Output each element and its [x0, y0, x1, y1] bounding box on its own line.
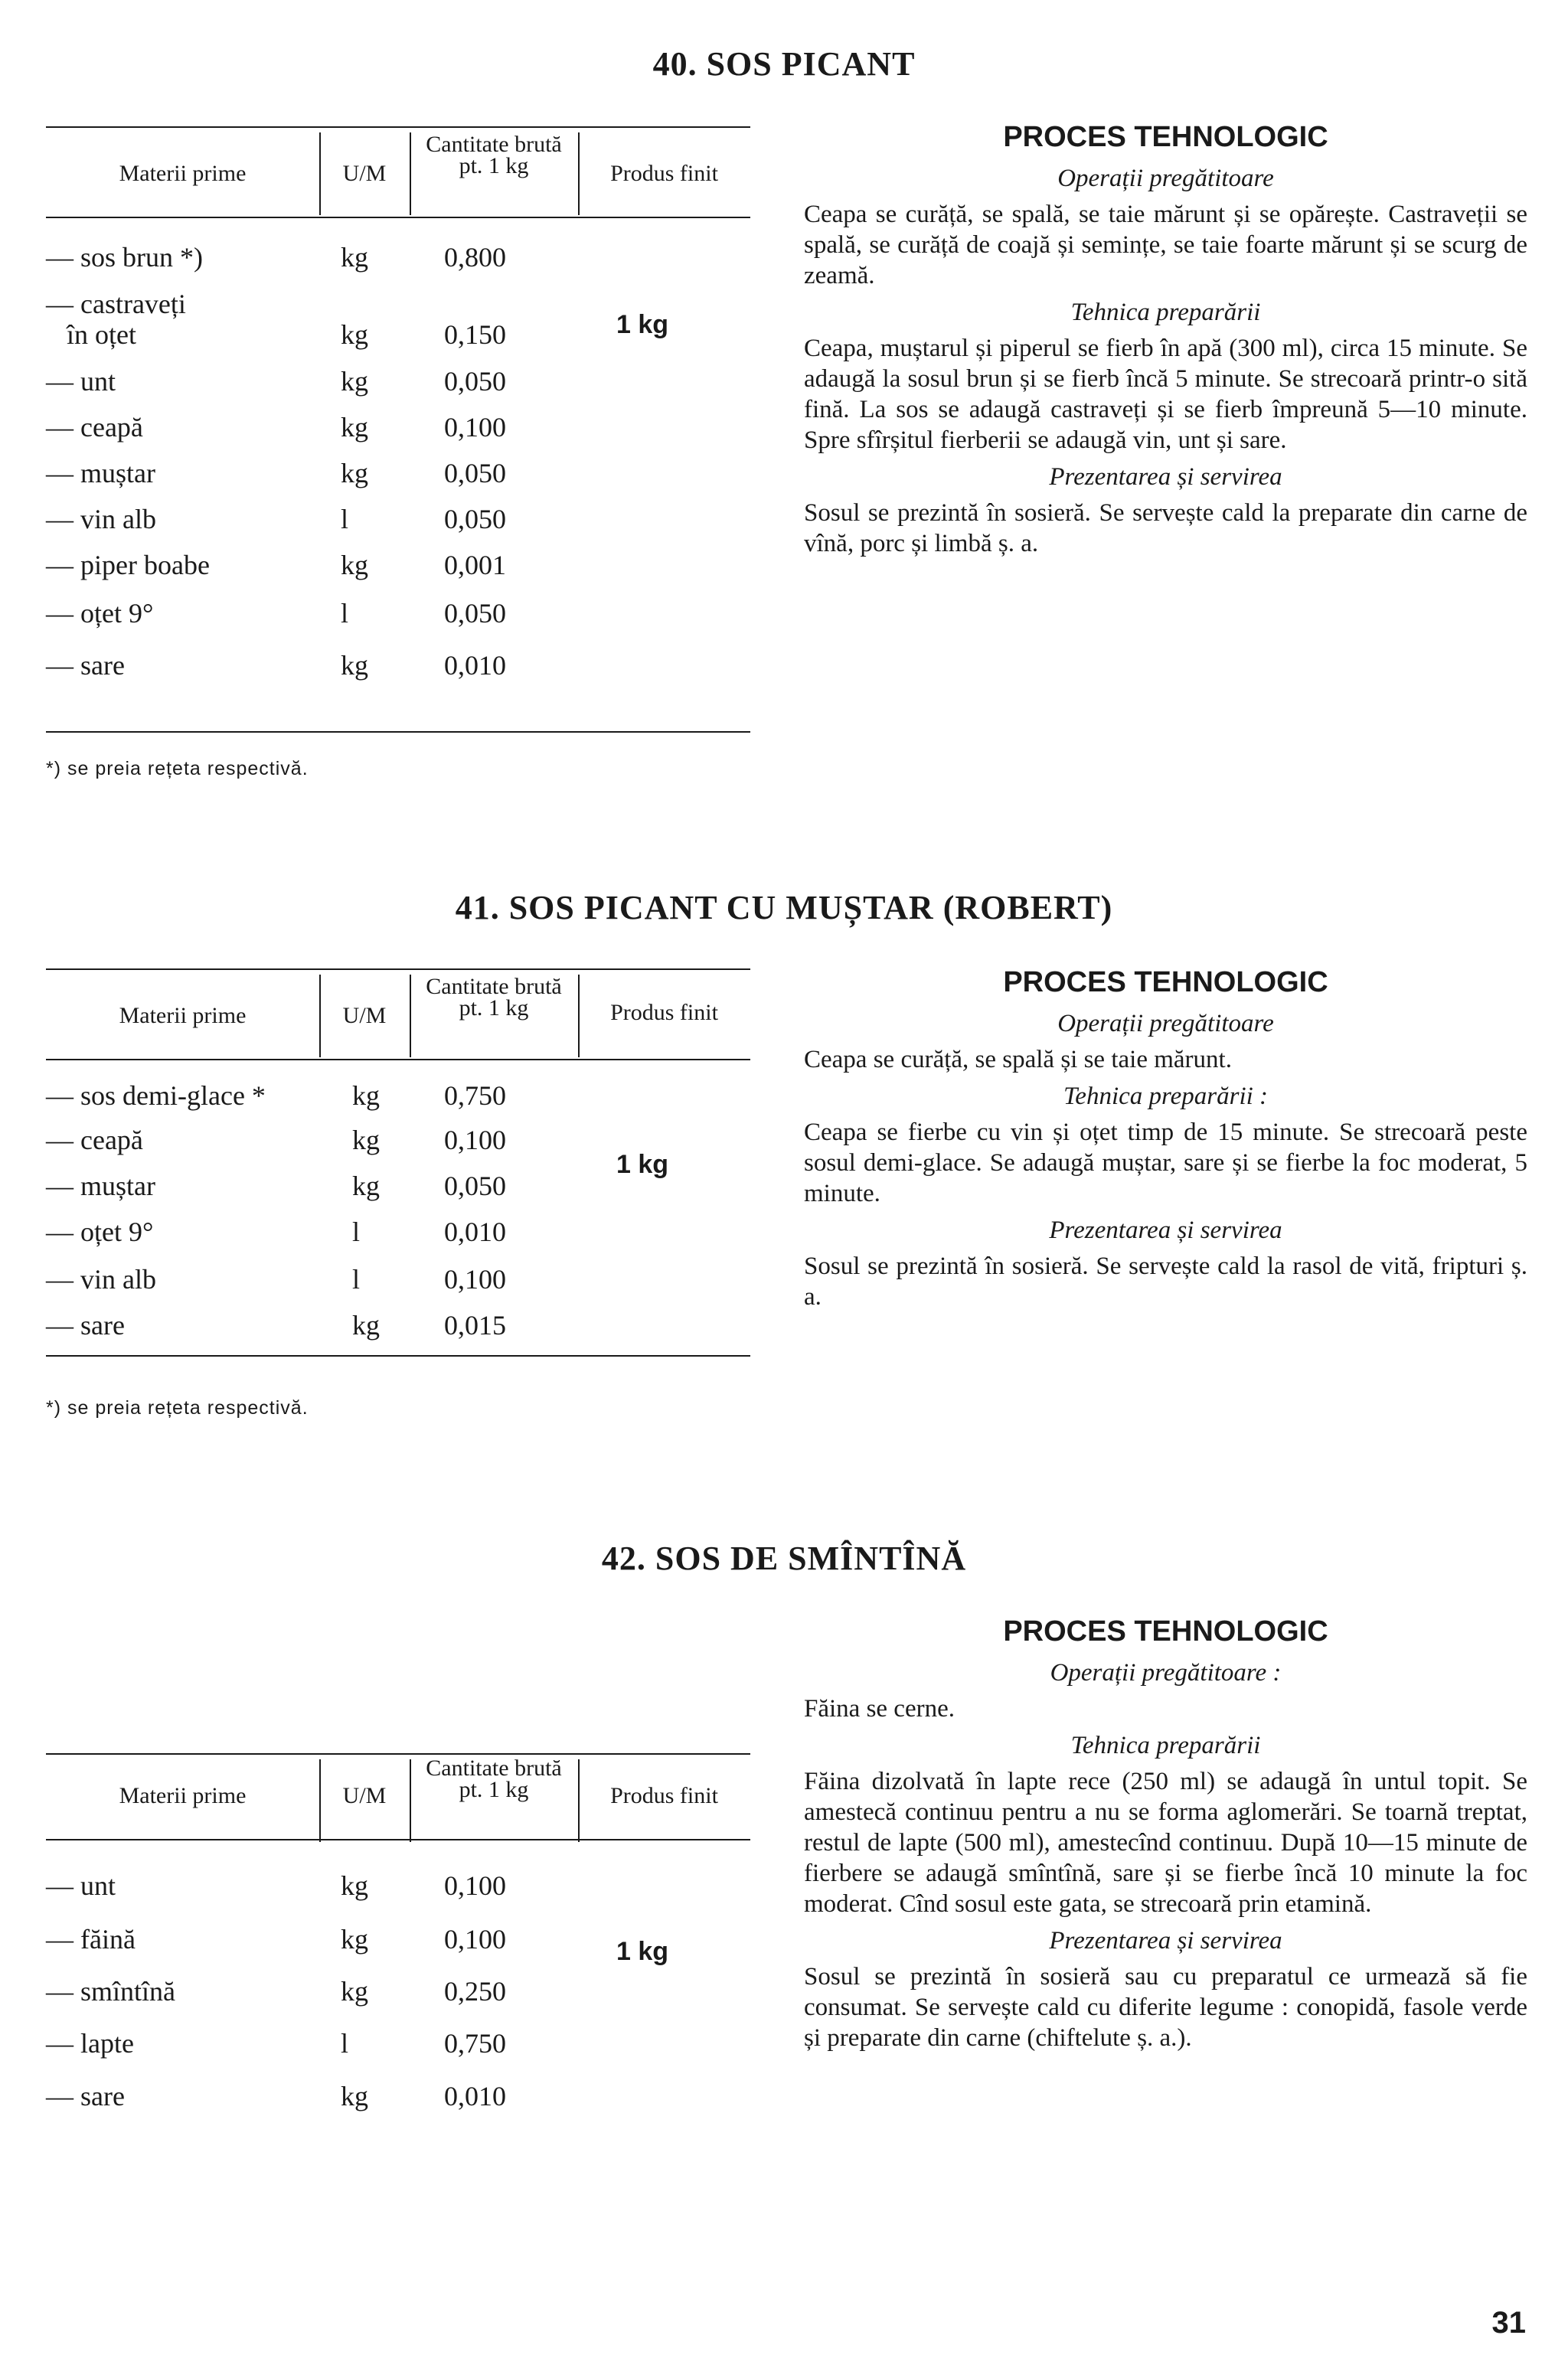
- ingredient-name: — piper boabe: [46, 550, 210, 580]
- ingredient-qty: 0,750: [444, 2028, 506, 2059]
- table-row: [46, 365, 750, 396]
- ingredient-unit: kg: [341, 550, 368, 580]
- ingredient-unit: kg: [352, 1171, 380, 1201]
- ingredient-qty: 0,015: [444, 1310, 506, 1341]
- ingredient-qty: 0,100: [444, 1125, 506, 1155]
- table-row: [46, 1975, 750, 2006]
- ingredient-name: — vin alb: [46, 1264, 156, 1295]
- column-divider: [410, 1759, 411, 1842]
- table-row: [46, 503, 750, 534]
- ingredient-unit: kg: [341, 458, 368, 488]
- table-bottom-rule: [46, 731, 750, 733]
- header-bottom-rule: [46, 1839, 750, 1840]
- recipe-title: 40. SOS PICANT: [652, 45, 916, 83]
- ingredient-unit: kg: [341, 412, 368, 443]
- product-quantity: 1 kg: [616, 1150, 669, 1179]
- header-quantity: Cantitate brută pt. 1 kg: [426, 132, 562, 178]
- tech-heading: Tehnica preparării :: [1063, 1083, 1269, 1110]
- table-top-rule: [46, 1753, 750, 1755]
- ingredient-qty: 0,800: [444, 242, 506, 273]
- ingredient-name: — sare: [46, 650, 125, 681]
- header-quantity: Cantitate brută pt. 1 kg: [426, 1755, 562, 1802]
- tech-heading: Tehnica preparării: [1070, 299, 1261, 326]
- table-row: [46, 2027, 750, 2058]
- ingredient-name: — sos brun *): [46, 242, 203, 273]
- ingredient-qty: 0,150: [444, 319, 506, 350]
- table-row: [46, 1309, 750, 1340]
- ingredient-unit: kg: [341, 650, 368, 681]
- prep-heading: Operații pregătitoare :: [1050, 1659, 1282, 1687]
- process-section: [804, 121, 1527, 559]
- table-row: [46, 1079, 750, 1110]
- header-product: Produs finit: [610, 161, 718, 186]
- header-bottom-rule: [46, 1059, 750, 1060]
- recipe-title: 41. SOS PICANT CU MUȘTAR (ROBERT): [455, 889, 1113, 926]
- tech-text: Ceapa, muștarul și piperul se fierb în apă (300 ml), circa 15 minute. Se adaugă la sosul brun și se fierb încă 5 minute. Se strecoară printr-o sită fină. La sos se adaugă castraveți și se fierb împreună 5—10 minute. Spre sfîrșitul fierberii se adaugă vin, unt și sare.: [804, 335, 1527, 454]
- ingredient-qty: 0,050: [444, 458, 506, 488]
- header-bottom-rule: [46, 217, 750, 218]
- footnote: *) se preia rețeta respectivă.: [46, 758, 309, 779]
- ingredient-name: — sare: [46, 2081, 125, 2111]
- ingredient-qty: 0,050: [444, 598, 506, 629]
- ingredient-name: — unt: [46, 366, 116, 397]
- page-number: 31: [1491, 2306, 1526, 2340]
- product-quantity: 1 kg: [616, 1937, 669, 1966]
- table-row: [46, 241, 750, 272]
- process-section: [804, 1615, 1527, 2053]
- header-product: Produs finit: [610, 1783, 718, 1808]
- column-divider: [410, 132, 411, 215]
- header-product: Produs finit: [610, 1000, 718, 1025]
- ingredient-name: — lapte: [46, 2028, 134, 2059]
- ingredient-qty: 0,010: [444, 650, 506, 681]
- process-heading: PROCES TEHNOLOGIC: [1003, 966, 1328, 998]
- ingredients-table: [46, 1753, 750, 2151]
- serve-text: Sosul se prezintă în sosieră sau cu preparatul ce urmează să fie consumat. Se servește cald cu diferite legume : conopidă, fasole verde și preparate din carne (chiftelute ș. a.).: [804, 1963, 1527, 2052]
- header-materials: Materii prime: [119, 1003, 247, 1028]
- header-materials: Materii prime: [119, 161, 247, 186]
- ingredient-unit: l: [341, 598, 349, 629]
- ingredient-name: — muștar: [46, 458, 155, 488]
- ingredient-qty: 0,100: [444, 412, 506, 443]
- prep-text: Ceapa se curăță, se spală și se taie mărunt.: [804, 1046, 1232, 1073]
- ingredient-name: — sos demi-glace *: [46, 1080, 266, 1111]
- table-top-rule: [46, 968, 750, 970]
- serve-heading: Prezentarea și servirea: [1049, 1217, 1282, 1244]
- table-bottom-rule: [46, 1355, 750, 1357]
- ingredients-table: [46, 126, 750, 785]
- header-unit: U/M: [342, 161, 387, 186]
- process-heading: PROCES TEHNOLOGIC: [1003, 121, 1328, 153]
- column-divider: [410, 975, 411, 1057]
- ingredient-unit: kg: [341, 1870, 368, 1901]
- table-row: [46, 411, 750, 442]
- ingredient-unit: kg: [341, 1924, 368, 1955]
- ingredient-qty: 0,050: [444, 1171, 506, 1201]
- ingredient-unit: kg: [341, 242, 368, 273]
- product-quantity: 1 kg: [616, 310, 669, 339]
- ingredient-unit: l: [352, 1264, 361, 1295]
- table-row: [46, 1216, 750, 1246]
- table-row: [46, 549, 750, 580]
- ingredient-name: — muștar: [46, 1171, 155, 1201]
- prep-text: Ceapa se curăță, se spală, se taie mărunt și se opărește. Castraveții se spală, se curăță de coajă și semințe, se taie foarte mărunt și se scurg de zeamă.: [804, 201, 1527, 289]
- serve-heading: Prezentarea și servirea: [1049, 1927, 1282, 1955]
- ingredient-unit: l: [341, 2028, 349, 2059]
- process-section: [804, 966, 1527, 1312]
- ingredient-qty: 0,050: [444, 504, 506, 534]
- ingredient-qty: 0,050: [444, 366, 506, 397]
- prep-heading: Operații pregătitoare: [1057, 165, 1274, 192]
- ingredient-qty: 0,250: [444, 1976, 506, 2007]
- ingredient-unit: kg: [341, 366, 368, 397]
- ingredient-unit: kg: [341, 319, 368, 350]
- prep-text: Făina se cerne.: [804, 1695, 955, 1723]
- header-quantity: Cantitate brută pt. 1 kg: [426, 974, 562, 1021]
- ingredient-name: — ceapă: [46, 1125, 143, 1155]
- ingredient-qty: 0,010: [444, 2081, 506, 2111]
- table-row: [46, 2080, 750, 2111]
- recipe-title: 42. SOS DE SMÎNTÎNĂ: [601, 1540, 967, 1577]
- table-row: [46, 1263, 750, 1294]
- header-materials: Materii prime: [119, 1783, 247, 1808]
- ingredient-qty: 0,001: [444, 550, 506, 580]
- ingredient-unit: kg: [341, 1976, 368, 2007]
- serve-text: Sosul se prezintă în sosieră. Se servește cald la preparate din carne de vînă, porc și limbă ș. a.: [804, 499, 1527, 557]
- header-unit: U/M: [342, 1003, 387, 1028]
- ingredient-unit: kg: [352, 1125, 380, 1155]
- ingredient-name: — ceapă: [46, 412, 143, 443]
- ingredient-unit: kg: [352, 1080, 380, 1111]
- tech-text: Ceapa se fierbe cu vin și oțet timp de 15 minute. Se strecoară peste sosul demi-glace. Se adaugă muștar, sare și se fierbe la foc moderat, 5 minute.: [804, 1119, 1527, 1207]
- ingredient-name: — sare: [46, 1310, 125, 1341]
- ingredient-name: — făină: [46, 1924, 136, 1955]
- ingredient-qty: 0,100: [444, 1924, 506, 1955]
- ingredient-name: — oțet 9°: [46, 1217, 154, 1247]
- footnote: *) se preia rețeta respectivă.: [46, 1397, 309, 1419]
- table-row: [46, 649, 750, 680]
- prep-heading: Operații pregătitoare: [1057, 1010, 1274, 1037]
- ingredient-qty: 0,010: [444, 1217, 506, 1247]
- ingredient-unit: kg: [352, 1310, 380, 1341]
- ingredient-unit: l: [341, 504, 349, 534]
- ingredients-table: [46, 968, 750, 1428]
- tech-text: Făina dizolvată în lapte rece (250 ml) se adaugă în untul topit. Se amestecă continuu pentru a nu se forma aglomerări. Se toarnă treptat, restul de lapte (500 ml), amestecînd continuu. După 10—15 minute de fierbere se adaugă smîntînă, sare și se fierbe încă 10 minute la foc moderat. Cînd sosul este gata, se strecoară prin etamină.: [804, 1768, 1527, 1918]
- ingredient-name: — castraveți în oțet: [46, 289, 186, 350]
- table-row: [46, 597, 750, 628]
- ingredient-name: — oțet 9°: [46, 598, 154, 629]
- ingredient-qty: 0,100: [444, 1264, 506, 1295]
- ingredient-unit: kg: [341, 2081, 368, 2111]
- table-row: [46, 1870, 750, 1900]
- ingredient-name: — unt: [46, 1870, 116, 1901]
- serve-heading: Prezentarea și servirea: [1049, 463, 1282, 491]
- ingredient-name: — vin alb: [46, 504, 156, 534]
- header-unit: U/M: [342, 1783, 387, 1808]
- tech-heading: Tehnica preparării: [1070, 1732, 1261, 1759]
- ingredient-unit: l: [352, 1217, 361, 1247]
- ingredient-qty: 0,100: [444, 1870, 506, 1901]
- process-heading: PROCES TEHNOLOGIC: [1003, 1615, 1328, 1648]
- ingredient-qty: 0,750: [444, 1080, 506, 1111]
- table-row: [46, 457, 750, 488]
- ingredient-name: — smîntînă: [46, 1976, 175, 2007]
- table-top-rule: [46, 126, 750, 128]
- serve-text: Sosul se prezintă în sosieră. Se servește cald la rasol de vită, fripturi ș. a.: [804, 1252, 1527, 1311]
